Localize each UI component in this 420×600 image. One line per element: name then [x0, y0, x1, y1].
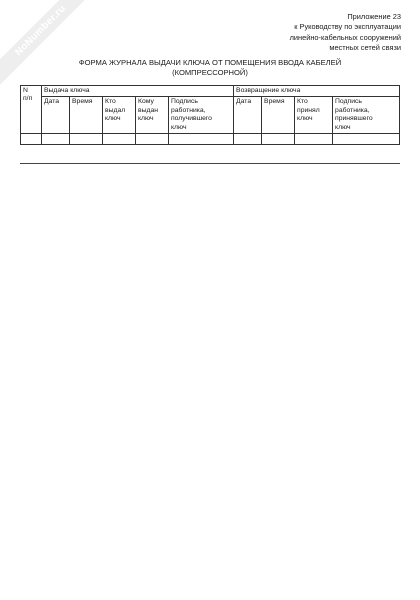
- header-line: Дата: [44, 98, 60, 106]
- appendix-reference: [290, 12, 401, 54]
- header-line: Кому: [138, 98, 154, 106]
- issue-date-header: [42, 97, 70, 134]
- table-cell: [333, 134, 400, 145]
- return-time-header: [262, 97, 295, 134]
- header-line: выдал: [105, 106, 126, 114]
- header-line: ключ: [138, 115, 154, 123]
- header-line: ключ: [171, 123, 187, 131]
- table-cell: [169, 134, 234, 145]
- number-header-line: п/п: [23, 95, 33, 103]
- site-watermark: NoNumber.ru: [0, 0, 100, 90]
- table-cell: [21, 134, 42, 145]
- table-subheader-row: [21, 97, 400, 134]
- bottom-divider: [20, 163, 400, 164]
- header-line: Кто: [105, 98, 116, 106]
- return-date-header: [234, 97, 262, 134]
- header-line: работника,: [171, 106, 206, 114]
- table-header-row: [21, 86, 400, 97]
- key-issue-journal-table: [20, 85, 400, 145]
- issued-to-header: [136, 97, 169, 134]
- appendix-line: к Руководству по эксплуатации: [294, 22, 401, 32]
- table-cell: [295, 134, 333, 145]
- table-cell: [70, 134, 103, 145]
- header-line: получившего: [171, 115, 212, 123]
- header-line: Время: [264, 98, 285, 106]
- form-title: [0, 58, 420, 77]
- header-line: Кто: [297, 98, 308, 106]
- header-line: принял: [297, 106, 320, 114]
- header-line: Подпись: [335, 98, 362, 106]
- issue-group-header: Выдача ключа: [42, 86, 234, 97]
- header-line: ключ: [335, 123, 351, 131]
- receiver-signature-header: [169, 97, 234, 134]
- header-line: работника,: [335, 106, 370, 114]
- appendix-line: местных сетей связи: [329, 43, 401, 53]
- form-title-line: (КОМПРЕССОРНОЙ): [172, 67, 248, 77]
- table-cell: [42, 134, 70, 145]
- header-line: Дата: [236, 98, 252, 106]
- header-line: ключ: [105, 115, 121, 123]
- appendix-number: Приложение 23: [347, 12, 401, 21]
- issue-time-header: [70, 97, 103, 134]
- form-title-line: ФОРМА ЖУРНАЛА ВЫДАЧИ КЛЮЧА ОТ ПОМЕЩЕНИЯ ВВОДА КАБЕЛЕЙ: [78, 58, 342, 67]
- issued-by-header: [103, 97, 136, 134]
- header-line: Время: [72, 98, 93, 106]
- table-cell: [136, 134, 169, 145]
- return-group-header: Возвращение ключа: [234, 86, 400, 97]
- number-header-cell: [21, 86, 42, 134]
- table-cell: [234, 134, 262, 145]
- returner-signature-header: [333, 97, 400, 134]
- appendix-line: линейно-кабельных сооружений: [289, 32, 401, 42]
- table-row: [21, 134, 400, 145]
- header-line: выдан: [138, 106, 158, 114]
- table-cell: [262, 134, 295, 145]
- table-cell: [103, 134, 136, 145]
- header-line: ключ: [297, 115, 313, 123]
- header-line: Подпись: [171, 98, 198, 106]
- header-line: принявшего: [335, 115, 373, 123]
- number-header-line: N: [23, 87, 28, 94]
- accepted-by-header: [295, 97, 333, 134]
